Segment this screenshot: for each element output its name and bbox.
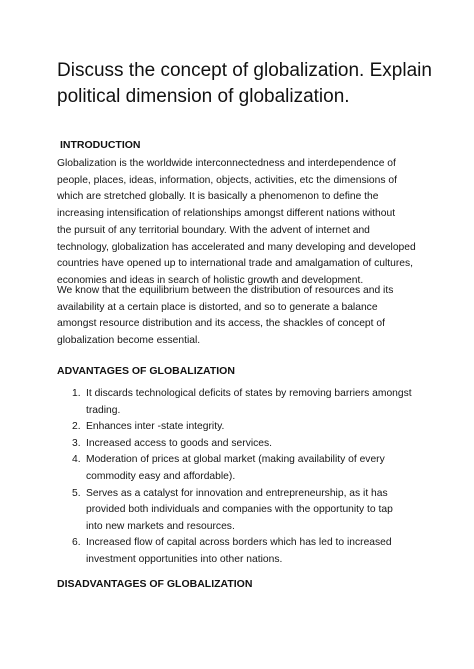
list-item-line: Moderation of prices at global market (making availability of every [86,454,385,466]
advantages-heading: ADVANTAGES OF GLOBALIZATION [57,365,235,377]
list-number: 6. [72,537,81,549]
paragraph-line: people, places, ideas, information, objects, activities, etc the dimensions of [57,174,397,186]
list-item-line: commodity easy and affordable). [86,470,236,482]
list-item-text [86,486,420,536]
list-item-line: into new markets and resources. [86,520,235,532]
list-number: 4. [72,454,81,466]
paragraph-line: technology, globalization has accelerated and many developing and developed [57,241,416,253]
list-item-text [86,452,420,485]
document-title [57,58,437,110]
paragraph-line: globalization become essential. [57,335,201,347]
list-item-line: It discards technological deficits of states by removing barriers amongst [86,388,412,399]
list-item [72,486,420,536]
list-item [72,436,420,453]
list-number: 2. [72,421,81,433]
list-item-line: Enhances inter -state integrity. [86,421,225,433]
list-number: 5. [72,487,81,499]
list-item-line: Increased access to goods and services. [86,437,273,449]
paragraph-line: amongst resource distribution and its access, the shackles of concept of [57,318,385,330]
list-item-text [86,386,420,419]
paragraph-line: the pursuit of any territorial boundary. With the advent of internet and [57,224,370,236]
list-item-line: trading. [86,404,121,416]
list-item [72,452,420,485]
title-line: political dimension of globalization. [57,86,350,107]
list-item-line: Serves as a catalyst for innovation and entrepreneurship, as it has [86,487,388,499]
list-item-text [86,535,420,568]
list-item [72,535,420,568]
paragraph-line: which are stretched globally. It is basically a phenomenon to define the [57,191,379,203]
paragraph-line: economies and ideas in search of holistic growth and development. [57,274,364,286]
advantages-list [72,386,420,569]
list-number: 1. [72,388,81,399]
list-item-line: investment opportunities into other nations. [86,553,283,565]
introduction-heading: INTRODUCTION [60,139,141,151]
paragraph-line: countries have opened up to international trade and amalgamation of cultures, [57,258,414,270]
paragraph-line: increasing intensification of relationships amongst different nations without [57,208,396,220]
title-line: Discuss the concept of globalization. Explain [57,60,432,81]
list-number: 3. [72,437,81,449]
intro-paragraph-2 [57,283,417,350]
disadvantages-heading: DISADVANTAGES OF GLOBALIZATION [57,578,253,590]
paragraph-line: We know that the equilibrium between the distribution of resources and its [57,285,394,296]
list-item-text [86,419,420,436]
list-item-text [86,436,420,453]
paragraph-line: Globalization is the worldwide interconnectedness and interdependence of [57,158,396,169]
list-item-line: provided both individuals and companies with the opportunity to tap [86,504,393,516]
paragraph-line: availability at a certain place is distorted, and so to generate a balance [57,301,378,313]
list-item [72,419,420,436]
list-item [72,386,420,419]
intro-paragraph-1 [57,156,417,290]
list-item-line: Increased flow of capital across borders which has led to increased [86,537,392,549]
